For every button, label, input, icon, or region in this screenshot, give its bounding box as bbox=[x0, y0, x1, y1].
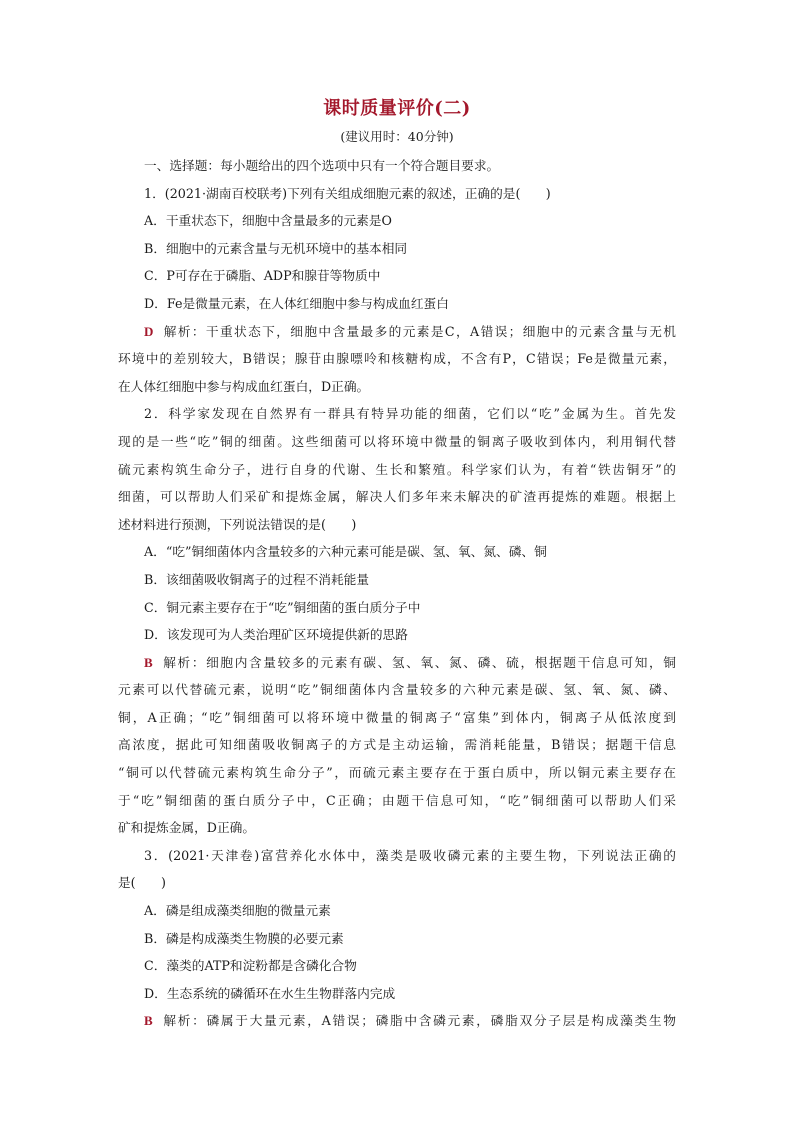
analysis-line: 矿和提炼金属，D正确。 bbox=[118, 820, 256, 836]
analysis-line bbox=[118, 1007, 676, 1035]
analysis-text: 解析：磷属于大量元素，A错误；磷脂中含磷元素，磷脂双分子层是构成藻类生物 bbox=[161, 1013, 676, 1029]
answer-letter: B bbox=[144, 654, 153, 670]
question-2 bbox=[118, 400, 676, 842]
analysis-line: 于“吃”铜细菌的蛋白质分子中，C正确；由题干信息可知，“吃”铜细菌可以帮助人们采 bbox=[118, 792, 676, 808]
option-d: D．生态系统的磷循环在水生生物群落内完成 bbox=[144, 985, 396, 1001]
analysis-text: 解析：干重状态下，细胞中含量最多的元素是C，A错误；细胞中的元素含量与无机 bbox=[162, 323, 676, 339]
option-a: A．“吃”铜细菌体内含量较多的六种元素可能是碳、氢、氧、氮、磷、铜 bbox=[144, 544, 547, 560]
answer-letter: D bbox=[144, 323, 154, 339]
option-d: D．Fe是微量元素，在人体红细胞中参与构成血红蛋白 bbox=[144, 295, 449, 311]
analysis-line: 铜，A正确；“吃”铜细菌可以将环境中微量的铜离子“富集”到体内，铜离子从低浓度到 bbox=[118, 709, 676, 725]
suggested-time: (建议用时：40分钟) bbox=[340, 129, 454, 144]
option-a: A．干重状态下，细胞中含量最多的元素是O bbox=[144, 213, 392, 229]
analysis-text: 解析：细胞内含量较多的元素有碳、氢、氧、氮、磷、硫，根据题干信息可知，铜 bbox=[161, 654, 676, 670]
option-b: B．细胞中的元素含量与无机环境中的基本相同 bbox=[144, 240, 408, 256]
analysis-line: “铜可以代替硫元素构筑生命分子”，而硫元素主要存在于蛋白质中，所以铜元素主要存在 bbox=[118, 765, 676, 781]
question-stem: 3．(2021·天津卷)富营养化水体中，藻类是吸收磷元素的主要生物，下列说法正确的 bbox=[144, 847, 676, 863]
option-b: B．该细菌吸收铜离子的过程不消耗能量 bbox=[144, 571, 370, 587]
question-stem: 现的是一些“吃”铜的细菌。这些细菌可以将环境中微量的铜离子吸收到体内，利用铜代替 bbox=[118, 433, 676, 449]
question-stem: 2．科学家发现在自然界有一群具有特异功能的细菌，它们以“吃”金属为生。首先发 bbox=[144, 406, 676, 422]
page-title: 课时质量评价(二) bbox=[323, 98, 471, 119]
question-stem: 细菌，可以帮助人们采矿和提炼金属，解决人们多年来未解决的矿渣再提炼的难题。根据上 bbox=[118, 489, 676, 505]
option-a: A．磷是组成藻类细胞的微量元素 bbox=[144, 903, 331, 919]
question-stem: 述材料进行预测，下列说法错误的是( ) bbox=[118, 516, 357, 532]
option-c: C．藻类的ATP和淀粉都是含磷化合物 bbox=[144, 958, 357, 974]
option-c: C．P可存在于磷脂、ADP和腺苷等物质中 bbox=[144, 268, 381, 284]
analysis-line bbox=[118, 318, 676, 346]
analysis-line: 元素可以代替硫元素，说明“吃”铜细菌体内含量较多的六种元素是碳、氢、氧、氮、磷、 bbox=[118, 682, 676, 698]
section-heading: 一、选择题：每小题给出的四个选项中只有一个符合题目要求。 bbox=[144, 158, 500, 173]
question-stem: 是( ) bbox=[118, 875, 166, 891]
option-b: B．磷是构成藻类生物膜的必要元素 bbox=[144, 930, 344, 946]
analysis-line bbox=[118, 649, 676, 677]
question-stem: 硫元素构筑生命分子，进行自身的代谢、生长和繁殖。科学家们认为，有着“铁齿铜牙”的 bbox=[118, 461, 676, 477]
answer-letter: B bbox=[144, 1013, 153, 1029]
option-d: D．该发现可为人类治理矿区环境提供新的思路 bbox=[144, 627, 408, 643]
question-3 bbox=[118, 842, 676, 1035]
analysis-line: 高浓度，据此可知细菌吸收铜离子的方式是主动运输，需消耗能量，B错误；据题干信息 bbox=[118, 737, 676, 753]
question-1 bbox=[118, 180, 676, 401]
option-c: C．铜元素主要存在于“吃”铜细菌的蛋白质分子中 bbox=[144, 599, 421, 615]
analysis-line: 环境中的差别较大，B错误；腺苷由腺嘌呤和核糖构成，不含有P，C错误；Fe是微量元素， bbox=[118, 351, 676, 367]
analysis-line: 在人体红细胞中参与构成血红蛋白，D正确。 bbox=[118, 378, 370, 394]
question-stem: 1．(2021·湖南百校联考)下列有关组成细胞元素的叙述，正确的是( ) bbox=[144, 185, 551, 201]
